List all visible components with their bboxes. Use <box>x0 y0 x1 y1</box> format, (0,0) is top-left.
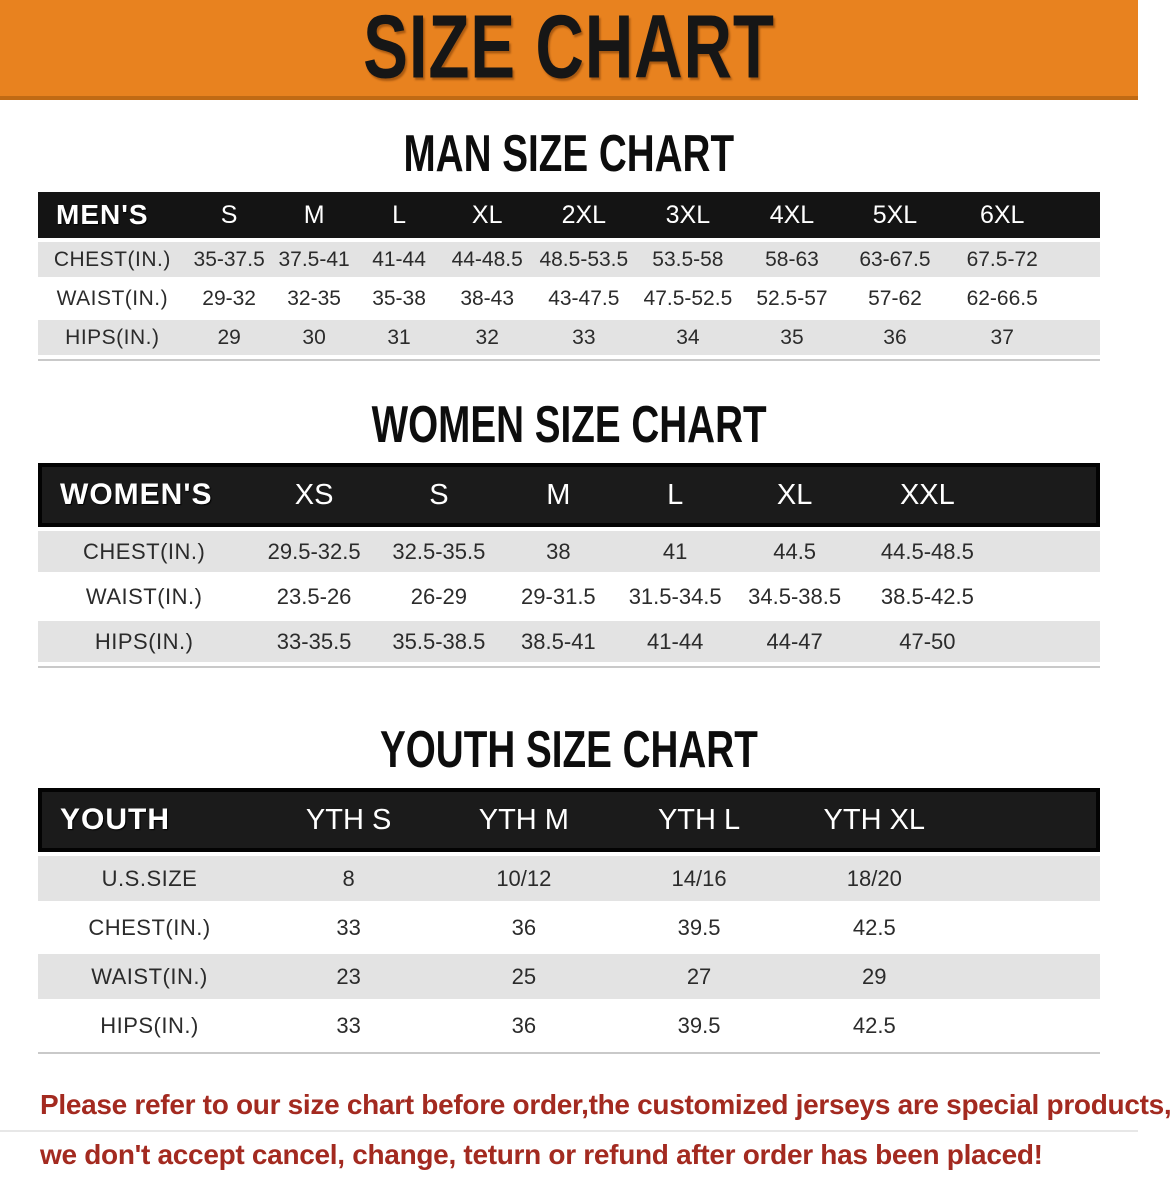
size-value: 29-32 <box>187 281 272 316</box>
size-value: 52.5-57 <box>741 281 843 316</box>
table-row <box>38 621 1100 662</box>
row-spacer <box>999 531 1100 572</box>
size-value: 31 <box>357 320 442 355</box>
table-header-row <box>38 192 1100 238</box>
size-value: 47.5-52.5 <box>635 281 741 316</box>
order-disclaimer <box>40 1080 1171 1180</box>
women-section-heading <box>0 361 1138 454</box>
size-value: 34 <box>635 320 741 355</box>
table-row <box>38 1003 1100 1048</box>
row-spacer <box>962 1003 1100 1048</box>
women-size-table <box>38 459 1100 666</box>
size-value: 67.5-72 <box>947 242 1057 277</box>
size-value: 58-63 <box>741 242 843 277</box>
size-value: 63-67.5 <box>843 242 947 277</box>
size-value: 42.5 <box>787 905 962 950</box>
size-value: 44-47 <box>734 621 856 662</box>
size-value: 44.5-48.5 <box>856 531 999 572</box>
size-column-header: XXL <box>856 463 999 527</box>
size-value: 39.5 <box>611 905 786 950</box>
size-column-header: S <box>378 463 500 527</box>
header-spacer <box>962 788 1100 852</box>
size-column-header: L <box>617 463 734 527</box>
size-value: 47-50 <box>856 621 999 662</box>
size-value: 42.5 <box>787 1003 962 1048</box>
size-value: 44.5 <box>734 531 856 572</box>
women-section <box>0 361 1138 668</box>
disclaimer-line-1: Please refer to our size chart before order,the customized jerseys are special products, <box>40 1089 1171 1120</box>
row-spacer <box>1057 242 1100 277</box>
measurement-label: HIPS(IN.) <box>38 621 250 662</box>
size-column-header: YTH XL <box>787 788 962 852</box>
size-value: 18/20 <box>787 856 962 901</box>
size-value: 33 <box>533 320 635 355</box>
size-column-header: M <box>500 463 617 527</box>
size-value: 37.5-41 <box>272 242 357 277</box>
size-value: 8 <box>261 856 436 901</box>
row-spacer <box>962 905 1100 950</box>
size-value: 32 <box>442 320 533 355</box>
men-section <box>0 100 1138 361</box>
size-value: 41 <box>617 531 734 572</box>
size-value: 33 <box>261 905 436 950</box>
measurement-label: CHEST(IN.) <box>38 905 261 950</box>
row-spacer <box>1057 281 1100 316</box>
size-chart-banner <box>0 0 1138 100</box>
table-row <box>38 281 1100 316</box>
size-column-header: XS <box>250 463 377 527</box>
size-value: 57-62 <box>843 281 947 316</box>
size-value: 35 <box>741 320 843 355</box>
size-column-header: YTH M <box>436 788 611 852</box>
row-spacer <box>999 621 1100 662</box>
measurement-label: CHEST(IN.) <box>38 242 187 277</box>
men-section-heading <box>0 100 1138 183</box>
measurement-label: WAIST(IN.) <box>38 281 187 316</box>
size-value: 29 <box>787 954 962 999</box>
youth-table-underline <box>38 1052 1100 1054</box>
size-value: 27 <box>611 954 786 999</box>
youth-section <box>0 668 1138 1054</box>
table-row <box>38 242 1100 277</box>
size-column-header: S <box>187 192 272 238</box>
table-group-label: YOUTH <box>38 788 261 852</box>
size-value: 33-35.5 <box>250 621 377 662</box>
youth-size-table <box>38 784 1100 1052</box>
measurement-label: U.S.SIZE <box>38 856 261 901</box>
size-value: 43-47.5 <box>533 281 635 316</box>
size-value: 25 <box>436 954 611 999</box>
size-value: 44-48.5 <box>442 242 533 277</box>
size-value: 10/12 <box>436 856 611 901</box>
youth-section-heading <box>0 668 1138 779</box>
measurement-label: HIPS(IN.) <box>38 1003 261 1048</box>
table-row <box>38 954 1100 999</box>
row-spacer <box>1057 320 1100 355</box>
row-spacer <box>962 856 1100 901</box>
size-value: 35-38 <box>357 281 442 316</box>
size-value: 38.5-42.5 <box>856 576 999 617</box>
table-header-row <box>38 788 1100 852</box>
size-value: 38 <box>500 531 617 572</box>
measurement-label: WAIST(IN.) <box>38 954 261 999</box>
women-section-heading-text: WOMEN SIZE CHART <box>371 394 767 454</box>
size-value: 35-37.5 <box>187 242 272 277</box>
row-spacer <box>962 954 1100 999</box>
measurement-label: CHEST(IN.) <box>38 531 250 572</box>
size-value: 35.5-38.5 <box>378 621 500 662</box>
men-size-table <box>38 188 1100 359</box>
size-value: 23.5-26 <box>250 576 377 617</box>
measurement-label: HIPS(IN.) <box>38 320 187 355</box>
size-value: 36 <box>436 1003 611 1048</box>
size-column-header: M <box>272 192 357 238</box>
table-header-row <box>38 463 1100 527</box>
size-column-header: L <box>357 192 442 238</box>
size-value: 36 <box>436 905 611 950</box>
size-value: 23 <box>261 954 436 999</box>
size-value: 30 <box>272 320 357 355</box>
youth-section-heading-text: YOUTH SIZE CHART <box>380 719 758 779</box>
size-value: 38-43 <box>442 281 533 316</box>
size-value: 32-35 <box>272 281 357 316</box>
size-value: 34.5-38.5 <box>734 576 856 617</box>
banner-title: SIZE CHART <box>363 0 775 98</box>
size-value: 38.5-41 <box>500 621 617 662</box>
size-column-header: 6XL <box>947 192 1057 238</box>
header-spacer <box>999 463 1100 527</box>
size-column-header: XL <box>734 463 856 527</box>
size-value: 26-29 <box>378 576 500 617</box>
size-column-header: 4XL <box>741 192 843 238</box>
table-row <box>38 576 1100 617</box>
size-value: 48.5-53.5 <box>533 242 635 277</box>
size-value: 33 <box>261 1003 436 1048</box>
size-value: 36 <box>843 320 947 355</box>
table-row <box>38 320 1100 355</box>
size-column-header: YTH S <box>261 788 436 852</box>
disclaimer-line-2: we don't accept cancel, change, teturn or refund after order has been placed! <box>40 1139 1043 1170</box>
size-value: 29 <box>187 320 272 355</box>
size-column-header: YTH L <box>611 788 786 852</box>
size-value: 41-44 <box>617 621 734 662</box>
size-value: 29.5-32.5 <box>250 531 377 572</box>
header-spacer <box>1057 192 1100 238</box>
size-column-header: 3XL <box>635 192 741 238</box>
table-row <box>38 905 1100 950</box>
size-column-header: 5XL <box>843 192 947 238</box>
measurement-label: WAIST(IN.) <box>38 576 250 617</box>
size-value: 41-44 <box>357 242 442 277</box>
row-spacer <box>999 576 1100 617</box>
size-value: 14/16 <box>611 856 786 901</box>
size-value: 53.5-58 <box>635 242 741 277</box>
size-value: 29-31.5 <box>500 576 617 617</box>
men-section-heading-text: MAN SIZE CHART <box>403 123 735 183</box>
size-value: 37 <box>947 320 1057 355</box>
table-row <box>38 856 1100 901</box>
size-column-header: XL <box>442 192 533 238</box>
size-value: 31.5-34.5 <box>617 576 734 617</box>
table-group-label: WOMEN'S <box>38 463 250 527</box>
table-row <box>38 531 1100 572</box>
table-group-label: MEN'S <box>38 192 187 238</box>
size-value: 39.5 <box>611 1003 786 1048</box>
size-value: 32.5-35.5 <box>378 531 500 572</box>
size-column-header: 2XL <box>533 192 635 238</box>
size-value: 62-66.5 <box>947 281 1057 316</box>
